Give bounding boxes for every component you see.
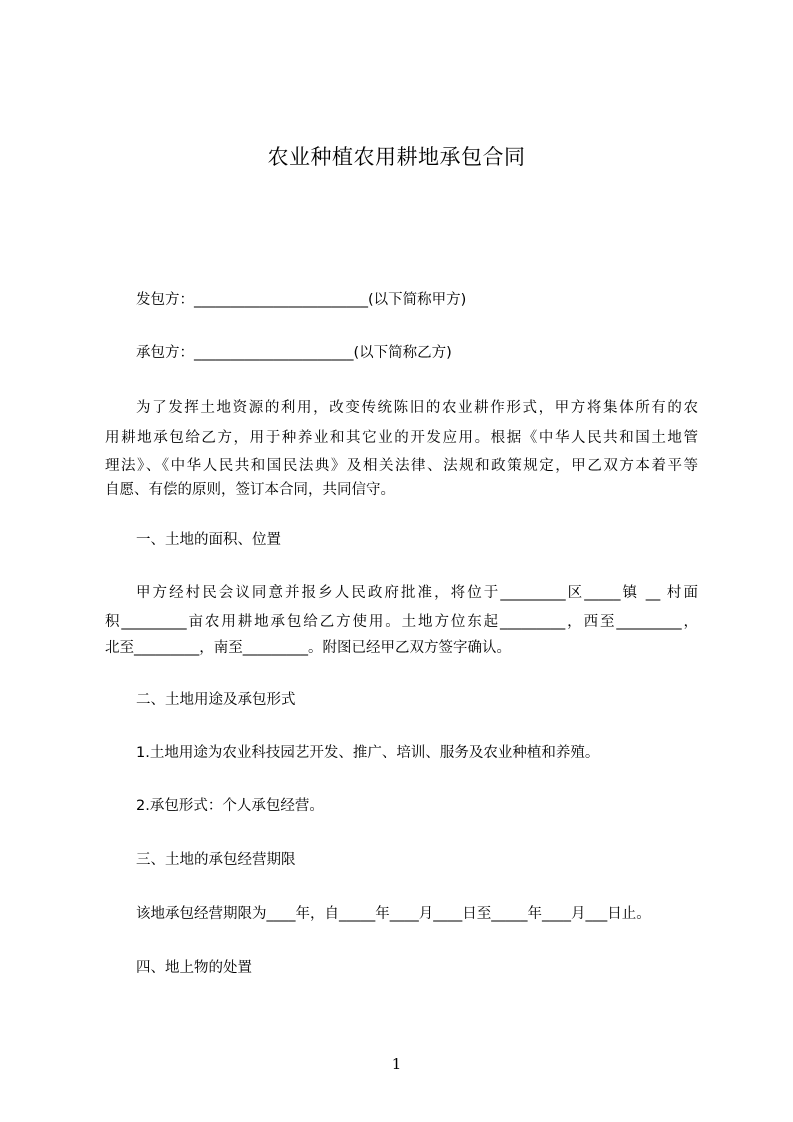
section-4-heading: 四、地上物的处置 bbox=[136, 960, 252, 976]
preamble-line-1: 为了发挥土地资源的利用，改变传统陈旧的农业耕作形式，甲方将集体所有的农 bbox=[136, 400, 698, 416]
party-a-line: 发包方：________________________(以下简称甲方) bbox=[136, 292, 467, 308]
section-1-line-2: 积_________亩农用耕地承包给乙方使用。土地方位东起_________，西至_________， bbox=[105, 614, 698, 630]
section-1-heading: 一、土地的面积、位置 bbox=[136, 532, 281, 548]
contract-title: 农业种植农用耕地承包合同 bbox=[267, 145, 526, 169]
section-3-text: 该地承包经营期限为____年，自_____年____月____日至_____年____月___日止。 bbox=[136, 906, 651, 922]
section-2-item-1: 1.土地用途为农业科技园艺开发、推广、培训、服务及农业种植和养殖。 bbox=[136, 745, 600, 761]
section-1-line-1: 甲方经村民会议同意并报乡人民政府批准，将位于_________区_____镇 __ 村面 bbox=[136, 585, 698, 601]
party-b-line: 承包方：______________________(以下简称乙方) bbox=[136, 345, 452, 361]
section-2-heading: 二、土地用途及承包形式 bbox=[136, 692, 296, 708]
section-2-item-2: 2.承包形式：个人承包经营。 bbox=[136, 798, 324, 814]
section-3-heading: 三、土地的承包经营期限 bbox=[136, 852, 296, 868]
preamble-line-3: 理法》、《中华人民共和国民法典》及相关法律、法规和政策规定，甲乙双方本着平等 bbox=[105, 458, 698, 474]
preamble-line-2: 用耕地承包给乙方，用于种养业和其它业的开发应用。根据《中华人民共和国土地管 bbox=[105, 430, 698, 446]
page-number: 1 bbox=[391, 1055, 402, 1073]
section-1-line-3: 北至_________，南至_________。附图已经甲乙双方签字确认。 bbox=[105, 640, 511, 656]
preamble-line-4: 自愿、有偿的原则，签订本合同，共同信守。 bbox=[105, 482, 395, 498]
